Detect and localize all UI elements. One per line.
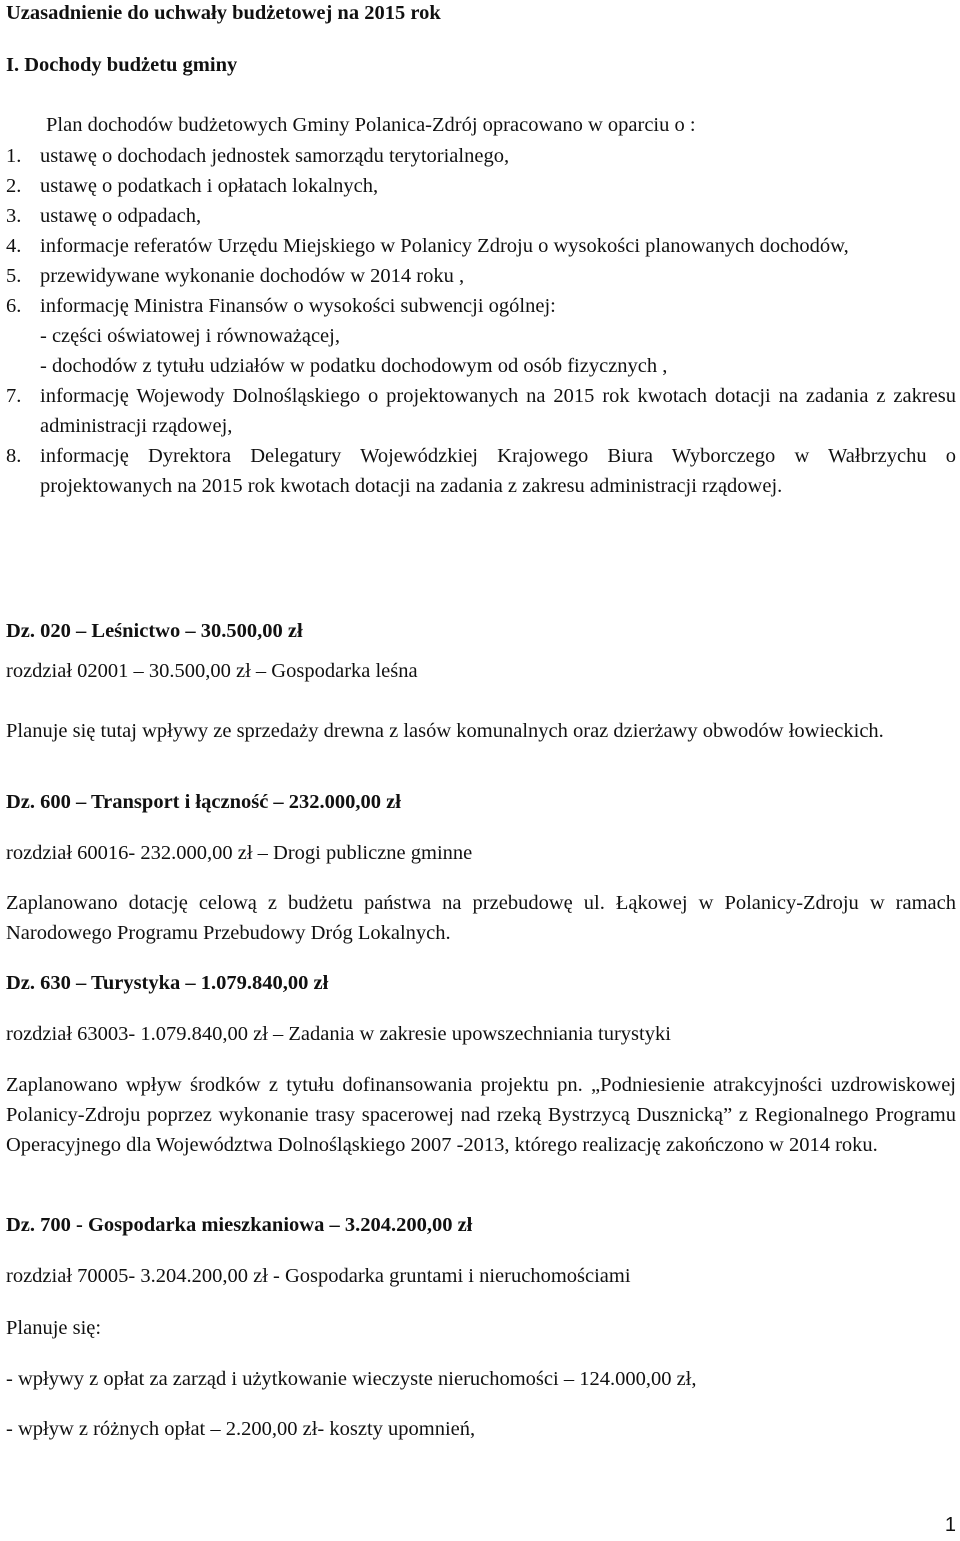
document-title: Uzasadnienie do uchwały budżetowej na 2015 rok <box>6 2 441 24</box>
list-item <box>6 441 956 501</box>
list-item <box>6 291 956 381</box>
list-subitem: - części oświatowej i równoważącej, <box>40 325 340 347</box>
list-item <box>6 381 956 441</box>
dz700-rozdzial: rozdział 70005- 3.204.200,00 zł - Gospodarka gruntami i nieruchomościami <box>6 1265 631 1287</box>
dz630-rozdzial: rozdział 63003- 1.079.840,00 zł – Zadania w zakresie upowszechniania turystyki <box>6 1023 671 1045</box>
list-text: przewidywane wykonanie dochodów w 2014 roku , <box>40 265 465 287</box>
list-item <box>6 231 956 261</box>
list-text: informację Wojewody Dolnośląskiego o projektowanych na 2015 rok kwotach dotacji na zadania z zakresu administracji rządowej, <box>40 385 956 437</box>
dz700-planuje: Planuje się: <box>6 1317 102 1339</box>
list-number: 8. <box>6 445 22 467</box>
list-number: 3. <box>6 205 22 227</box>
list-number: 5. <box>6 265 22 287</box>
dz020-text: Planuje się tutaj wpływy ze sprzedaży drewna z lasów komunalnych oraz dzierżawy obwodów łowieckich. <box>6 720 884 742</box>
list-text: ustawę o dochodach jednostek samorządu terytorialnego, <box>40 145 510 167</box>
dz600-text: Zaplanowano dotację celową z budżetu państwa na przebudowę ul. Łąkowej w Polanicy-Zdroju w ramach Narodowego Programu Przebudowy Dróg Lokalnych. <box>6 892 956 944</box>
page-number: 1 <box>944 1514 956 1536</box>
list-subitem: - dochodów z tytułu udziałów w podatku dochodowym od osób fizycznych , <box>40 355 668 377</box>
list-item <box>6 171 956 201</box>
list-text: ustawę o odpadach, <box>40 205 202 227</box>
dz630-text: Zaplanowano wpływ środków z tytułu dofinansowania projektu pn. „Podniesienie atrakcyjności uzdrowiskowej Polanicy-Zdroju poprzez wykonanie trasy spacerowej nad rzeką Bystrzycą Dusznicką” z Regionalnego Programu Operacyjnego dla Województwa Dolnośląskiego 2007 -2013, którego realizację zakończono w 2014 roku. <box>6 1074 956 1156</box>
list-item <box>6 261 956 291</box>
list-text: informację Ministra Finansów o wysokości subwencji ogólnej: <box>40 295 556 317</box>
dz700-item: - wpływy z opłat za zarząd i użytkowanie wieczyste nieruchomości – 124.000,00 zł, <box>6 1368 697 1390</box>
list-text: informację Dyrektora Delegatury Wojewódzkiej Krajowego Biura Wyborczego w Wałbrzychu o projektowanych na 2015 rok kwotach dotacji na zadania z zakresu administracji rządowej. <box>40 445 956 497</box>
list-number: 7. <box>6 385 22 407</box>
list-number: 6. <box>6 295 22 317</box>
list-number: 1. <box>6 145 22 167</box>
intro-text: Plan dochodów budżetowych Gminy Polanica-Zdrój opracowano w oparciu o : <box>46 114 696 136</box>
section-heading: I. Dochody budżetu gminy <box>6 54 238 76</box>
list-text-group <box>40 291 956 381</box>
list-item <box>6 201 956 231</box>
sources-list <box>6 141 956 501</box>
list-text: informacje referatów Urzędu Miejskiego w Polanicy Zdroju o wysokości planowanych dochodów, <box>40 235 849 257</box>
dz020-heading: Dz. 020 – Leśnictwo – 30.500,00 zł <box>6 620 303 642</box>
list-number: 2. <box>6 175 22 197</box>
dz700-item: - wpływ z różnych opłat – 2.200,00 zł- koszty upomnień, <box>6 1418 476 1440</box>
dz600-rozdzial: rozdział 60016- 232.000,00 zł – Drogi publiczne gminne <box>6 842 473 864</box>
dz020-rozdzial: rozdział 02001 – 30.500,00 zł – Gospodarka leśna <box>6 660 418 682</box>
dz700-heading: Dz. 700 - Gospodarka mieszkaniowa – 3.204.200,00 zł <box>6 1214 473 1236</box>
dz600-heading: Dz. 600 – Transport i łączność – 232.000,00 zł <box>6 791 401 813</box>
list-text: ustawę o podatkach i opłatach lokalnych, <box>40 175 379 197</box>
dz630-heading: Dz. 630 – Turystyka – 1.079.840,00 zł <box>6 972 329 994</box>
list-item <box>6 141 956 171</box>
list-number: 4. <box>6 235 22 257</box>
